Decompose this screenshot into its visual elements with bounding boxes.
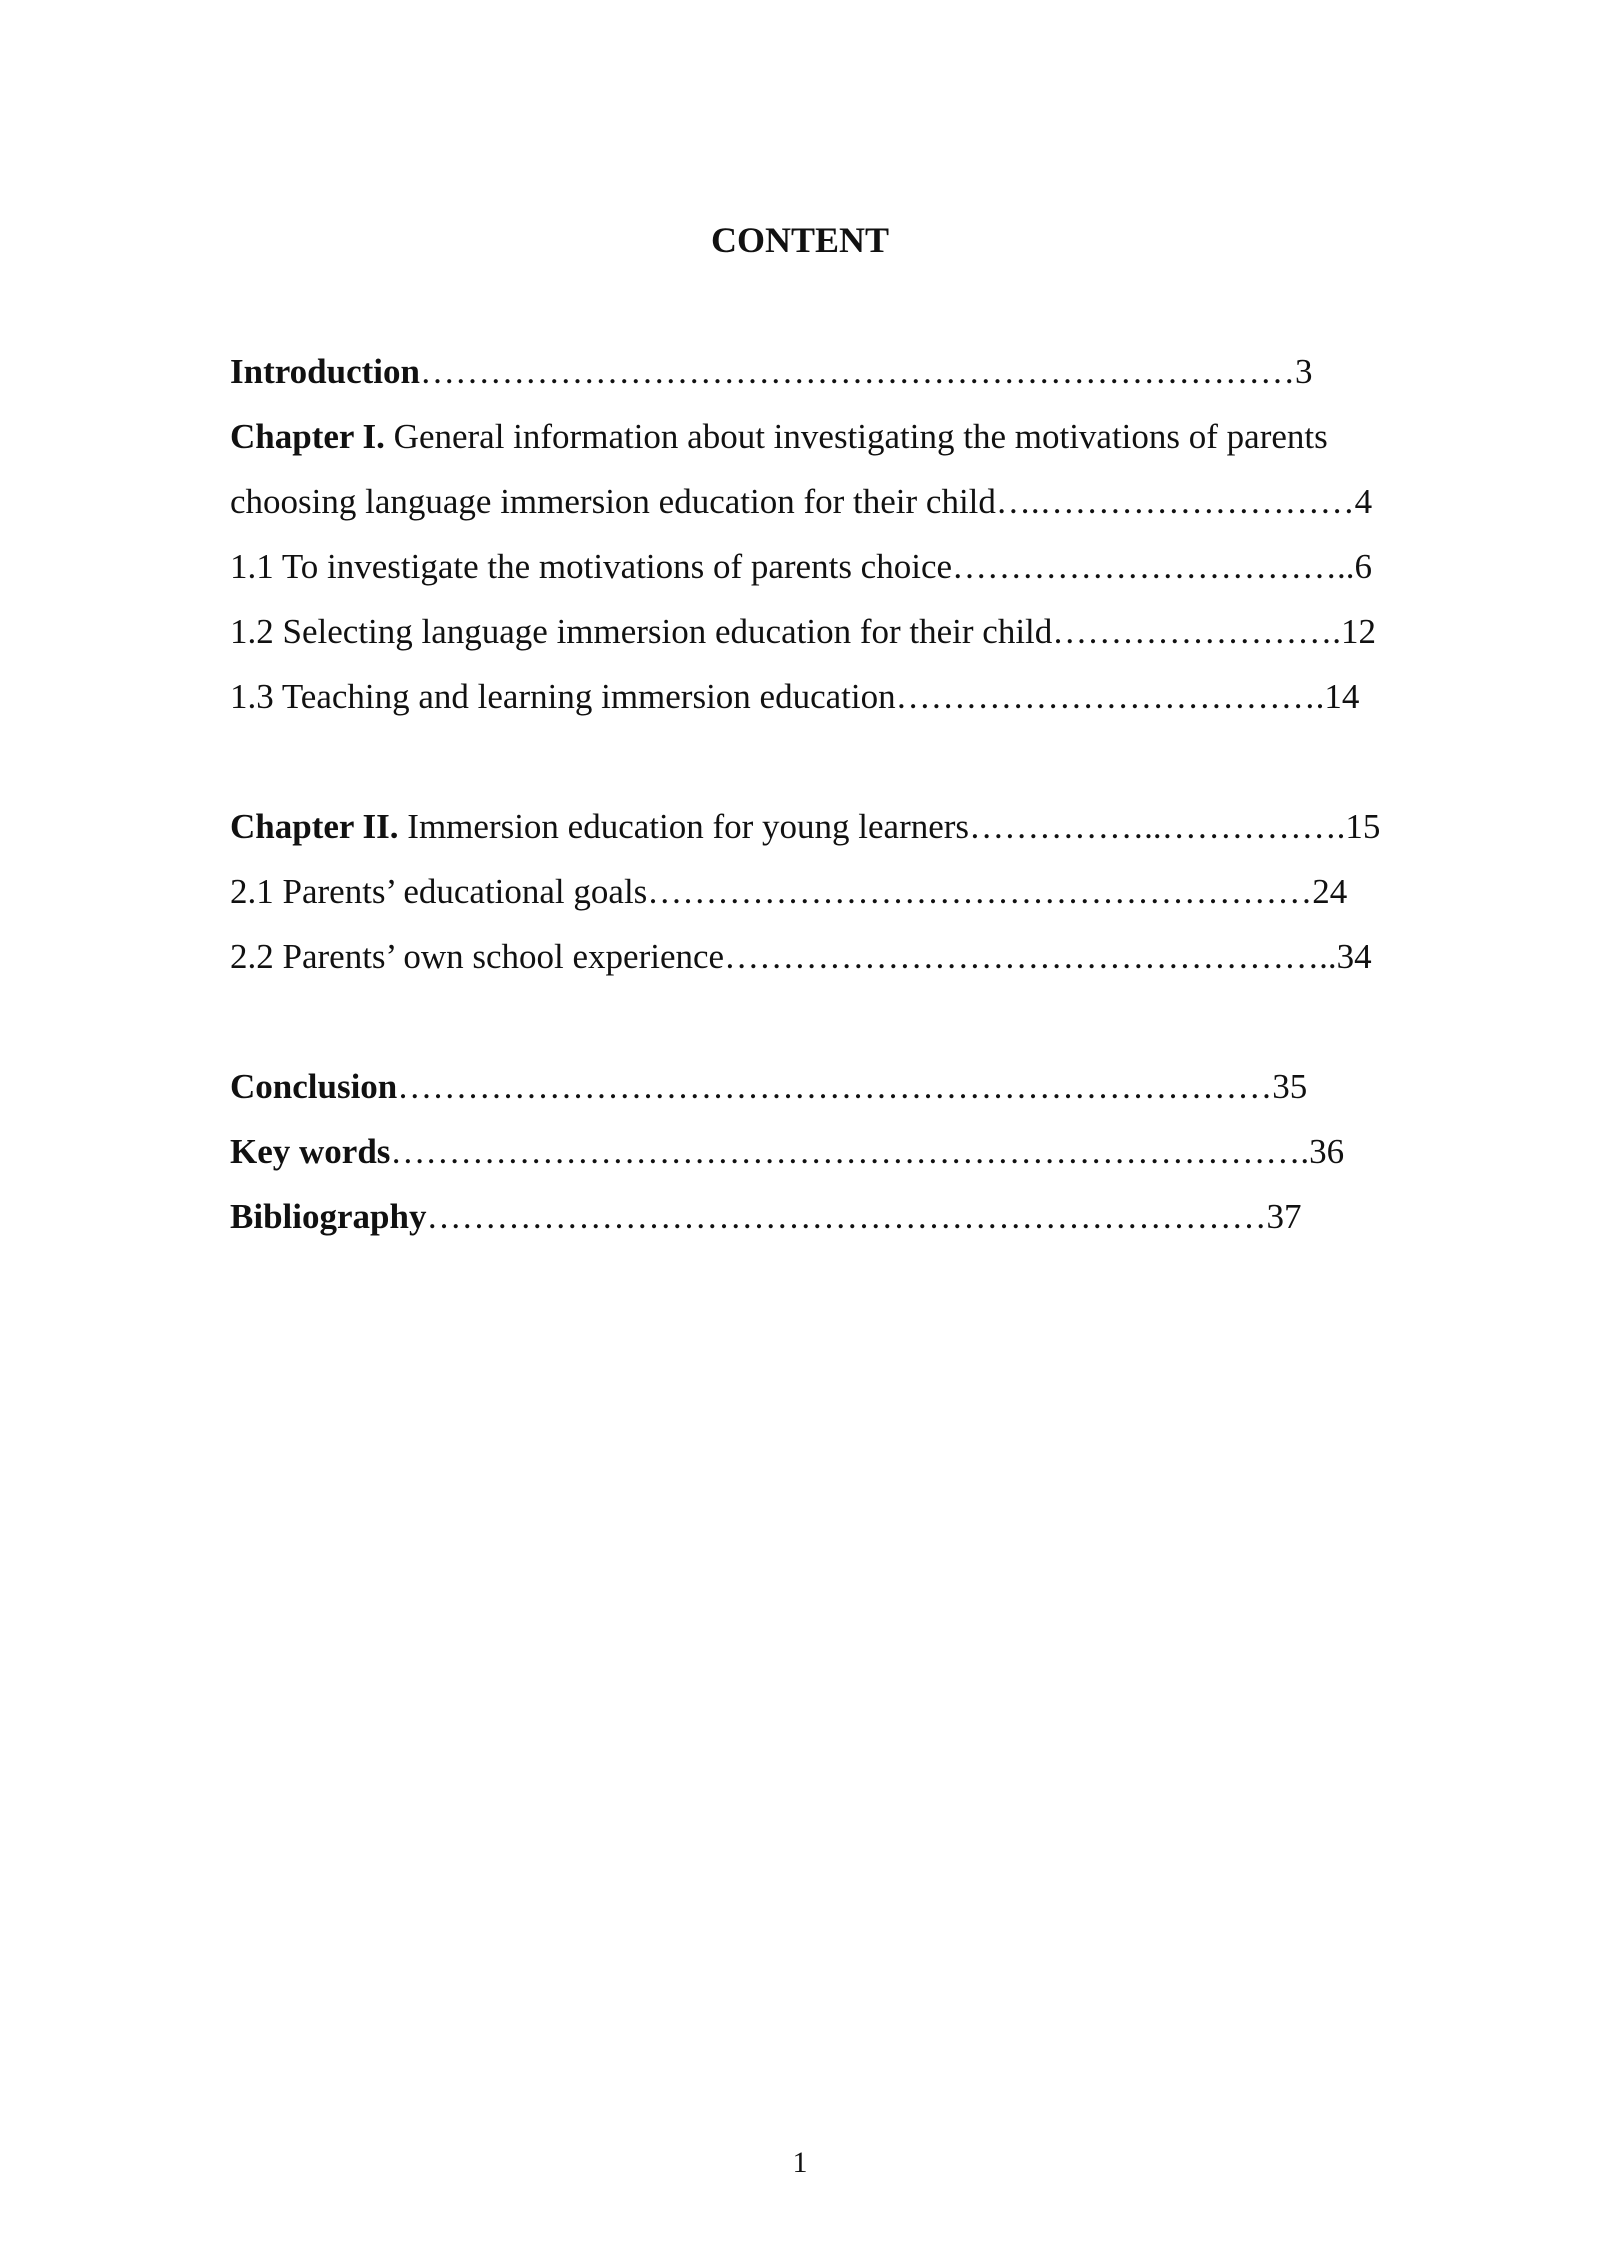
toc-entry-bold: Conclusion xyxy=(230,1067,398,1106)
toc-entry-page: 34 xyxy=(1336,937,1372,976)
toc-entry-page: 24 xyxy=(1312,872,1348,911)
toc-entry-text: 1.2 Selecting language immersion education for their child xyxy=(230,612,1053,651)
toc-entry-leader: ………………………………………………… xyxy=(647,872,1313,911)
toc-entry-text: General information about investigating the motivations of parents xyxy=(384,417,1328,456)
toc-entry-text: 2.2 Parents’ own school experience xyxy=(230,937,725,976)
toc-entry-leader: ……………..……………. xyxy=(969,807,1346,846)
toc-entry-page: 36 xyxy=(1309,1132,1345,1171)
toc-entry-page: 3 xyxy=(1294,352,1313,391)
toc-entry-text: 2.1 Parents’ educational goals xyxy=(230,872,648,911)
toc-entry-conclusion xyxy=(230,1065,1307,1109)
toc-entry-leader: ……………………………………………………………………. xyxy=(390,1132,1310,1171)
toc-entry-2-1 xyxy=(230,870,1347,914)
toc-entry-text: 1.3 Teaching and learning immersion education xyxy=(230,677,896,716)
toc-entry-leader: ………………………………. xyxy=(895,677,1325,716)
toc-entry-leader: ………………………………………………………………… xyxy=(397,1067,1273,1106)
page-title: CONTENT xyxy=(710,220,890,260)
toc-entry-leader: ….……………………… xyxy=(995,482,1355,521)
toc-entry-bibliography xyxy=(230,1195,1301,1239)
toc-entry-bold: Chapter I. xyxy=(230,417,385,456)
toc-entry-key-words xyxy=(230,1130,1344,1174)
toc-entry-chapter-1-cont xyxy=(230,480,1372,524)
toc-entry-1-2 xyxy=(230,610,1376,654)
toc-entry-page: 37 xyxy=(1266,1197,1302,1236)
toc-entry-bold: Chapter II. xyxy=(230,807,399,846)
toc-entry-bold: Bibliography xyxy=(230,1197,427,1236)
toc-entry-2-2 xyxy=(230,935,1372,979)
toc-entry-introduction xyxy=(230,350,1312,394)
toc-entry-page: 6 xyxy=(1354,547,1373,586)
toc-entry-page: 14 xyxy=(1324,677,1360,716)
toc-entry-chapter-2 xyxy=(230,805,1380,849)
toc-entry-page: 12 xyxy=(1341,612,1377,651)
toc-entry-page: 4 xyxy=(1354,482,1373,521)
toc-entry-page: 35 xyxy=(1272,1067,1308,1106)
toc-entry-1-1 xyxy=(230,545,1372,589)
toc-entry-1-3 xyxy=(230,675,1359,719)
toc-entry-leader: …………………………………………….. xyxy=(724,937,1337,976)
toc-entry-leader: ………………………………………………………………… xyxy=(419,352,1295,391)
toc-entry-text: Immersion education for young learners xyxy=(398,807,970,846)
toc-entry-text: choosing language immersion education for their child xyxy=(230,482,996,521)
page-number: 1 xyxy=(792,2146,808,2179)
toc-entry-leader: ……………………………………………………………… xyxy=(426,1197,1267,1236)
toc-entry-leader: ……………………. xyxy=(1052,612,1342,651)
toc-entry-leader: …………………………….. xyxy=(952,547,1355,586)
toc-entry-chapter-1 xyxy=(230,415,1328,459)
toc-entry-bold: Key words xyxy=(230,1132,391,1171)
toc-entry-text: 1.1 To investigate the motivations of parents choice xyxy=(230,547,953,586)
toc-entry-page: 15 xyxy=(1345,807,1381,846)
toc-entry-bold: Introduction xyxy=(230,352,420,391)
